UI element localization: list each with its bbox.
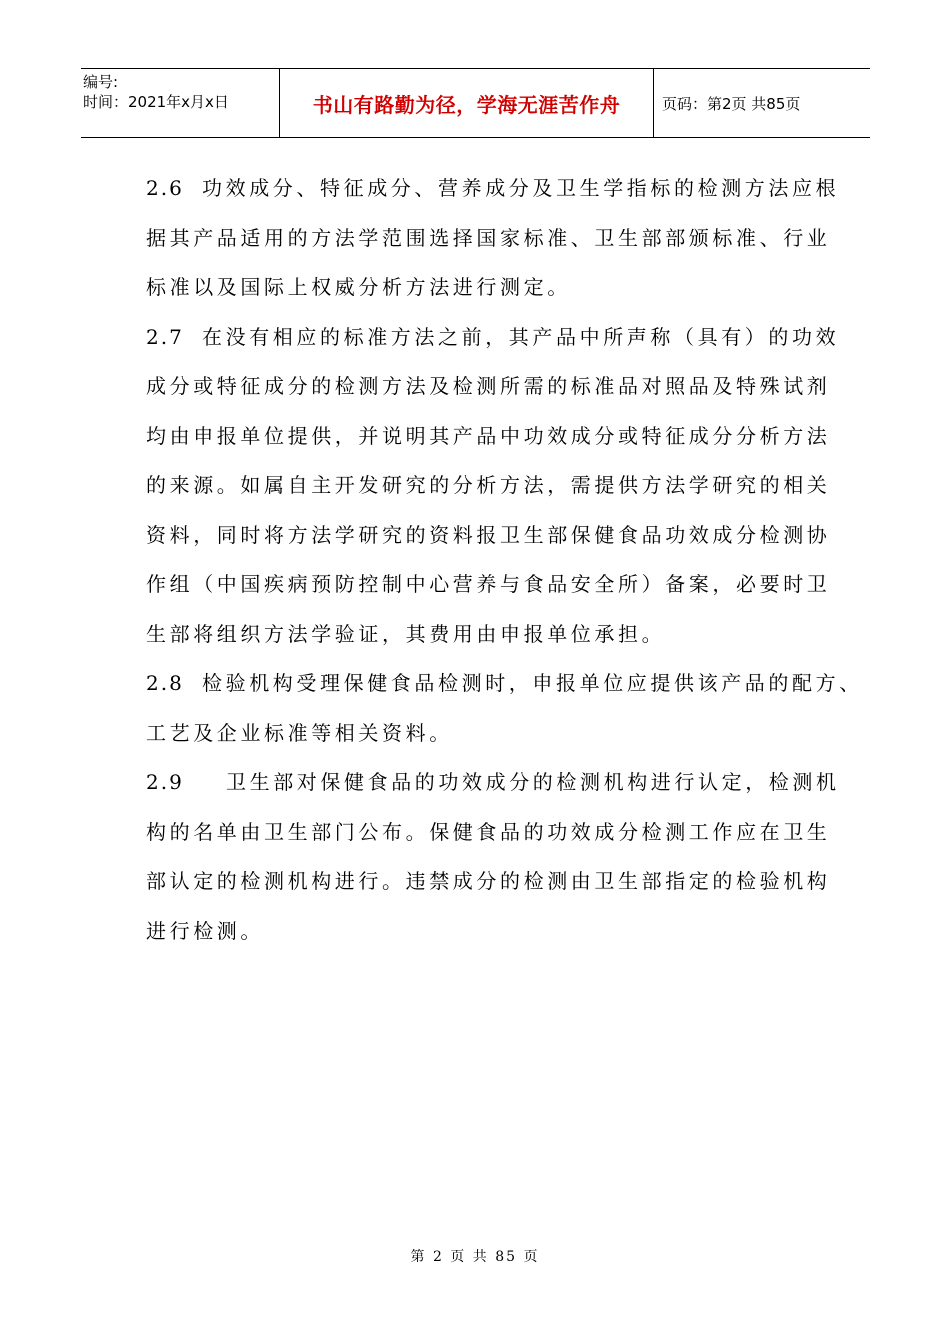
document-time-label: 时间：2021年x月x日: [83, 93, 229, 111]
paragraph-2-9-line-2: 构的名单由卫生部门公布。保健食品的功效成分检测工作应在卫生: [146, 819, 831, 844]
paragraph-2-7-line-5: 资料，同时将方法学研究的资料报卫生部保健食品功效成分检测协: [146, 522, 831, 547]
paragraph-text: 在没有相应的标准方法之前，其产品中所声称（具有）的功效: [202, 324, 840, 349]
page-footer: 第 2 页 共 85 页: [410, 1249, 540, 1265]
paragraph-2-9-line-3: 部认定的检测机构进行。违禁成分的检测由卫生部指定的检验机构: [146, 869, 831, 893]
document-number-label: 编号:: [83, 73, 119, 91]
header-meta: [81, 69, 280, 137]
document-body: [146, 164, 863, 956]
section-number: 2.7: [146, 324, 184, 349]
header-page-info: 页码：第2页 共85页: [662, 94, 801, 113]
section-number: 2.6: [146, 176, 184, 200]
paragraph-2-7-line-2: 成分或特征成分的检测方法及检测所需的标准品对照品及特殊试剂: [146, 374, 831, 398]
paragraph-2-9-line-4: 进行检测。: [146, 918, 264, 943]
paragraph-2-8-line-2: 工艺及企业标准等相关资料。: [146, 720, 453, 745]
paragraph-text: 卫生部对保健食品的功效成分的检测机构进行认定，检测机: [226, 770, 840, 794]
paragraph-text: 检验机构受理保健食品检测时，申报单位应提供该产品的配方、: [202, 671, 863, 695]
section-number: 2.9: [146, 770, 184, 794]
section-number: 2.8: [146, 671, 184, 695]
paragraph-2-7-line-4: 的来源。如属自主开发研究的分析方法，需提供方法学研究的相关: [146, 473, 831, 497]
header-motto: 书山有路勤为径，学海无涯苦作舟: [280, 69, 654, 137]
paragraph-2-9-line-1: [146, 758, 840, 808]
paragraph-2-6-line-2: 据其产品适用的方法学范围选择国家标准、卫生部部颁标准、行业: [146, 225, 831, 250]
paragraph-2-6-line-1: [146, 164, 840, 214]
page-header: [81, 68, 870, 138]
paragraph-text: 功效成分、特征成分、营养成分及卫生学指标的检测方法应根: [202, 176, 840, 200]
paragraph-2-6-line-3: 标准以及国际上权威分析方法进行测定。: [146, 275, 571, 299]
paragraph-2-8-line-1: [146, 659, 863, 709]
paragraph-2-7-line-1: [146, 313, 840, 363]
paragraph-2-7-line-7: 生部将组织方法学验证，其费用由申报单位承担。: [146, 621, 666, 646]
paragraph-2-7-line-3: 均由申报单位提供，并说明其产品中功效成分或特征成分分析方法: [146, 423, 831, 448]
paragraph-2-7-line-6: 作组（中国疾病预防控制中心营养与食品安全所）备案，必要时卫: [146, 572, 831, 596]
